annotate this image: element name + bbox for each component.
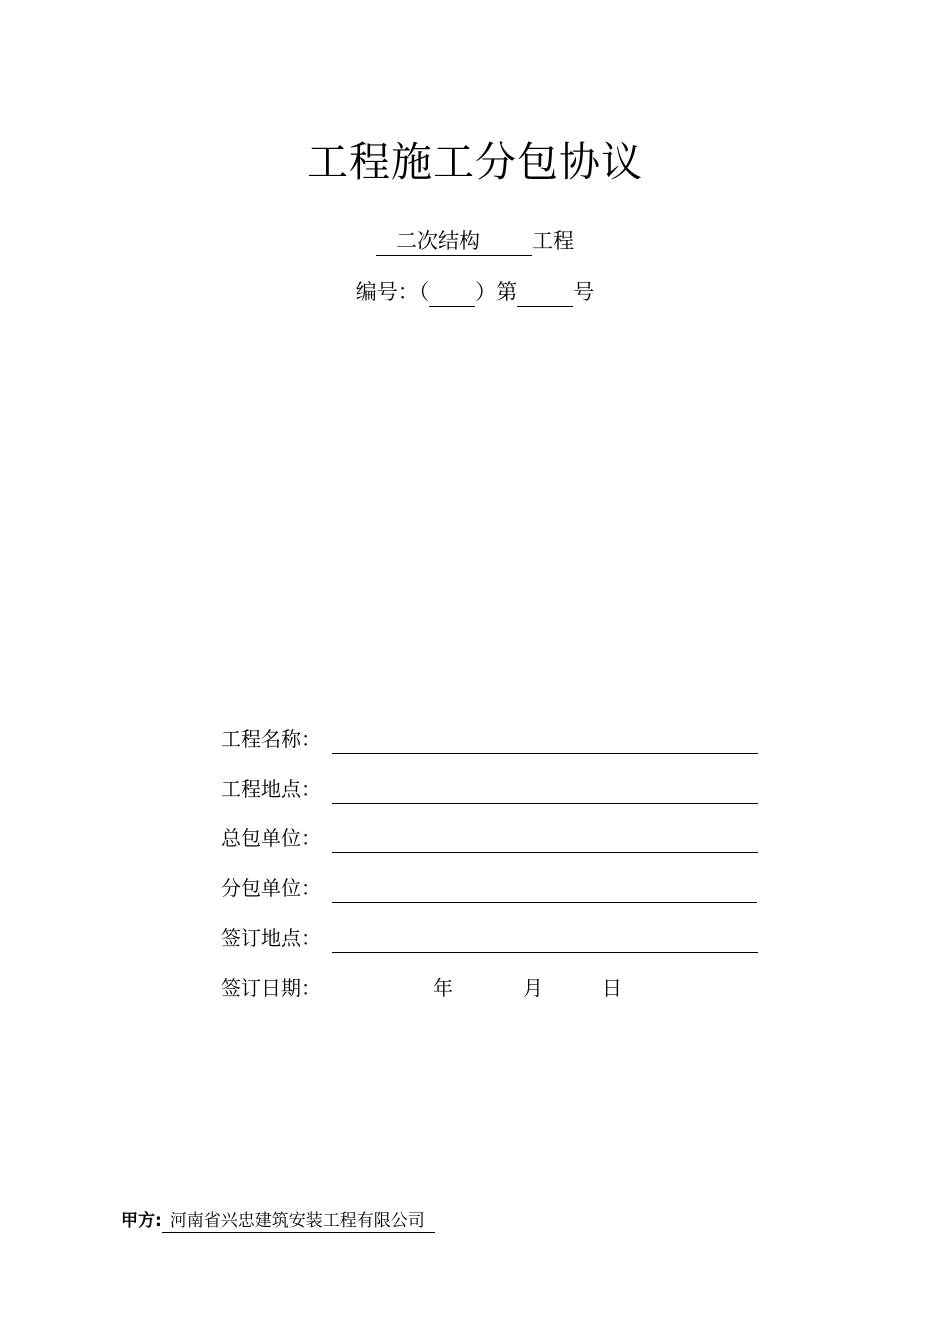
number-suffix: 号 — [573, 280, 595, 304]
number-value-blank — [517, 280, 573, 307]
field-blank-line — [332, 952, 758, 953]
project-type-value: 二次结构 — [376, 227, 532, 256]
field-label: 工程地点： — [221, 777, 321, 801]
document-title: 工程施工分包协议 — [307, 138, 643, 186]
party-a-label: 甲方: — [121, 1211, 162, 1231]
document-number-line — [0, 277, 950, 307]
project-type-line — [0, 226, 950, 256]
field-blank-line — [332, 753, 758, 754]
date-day: 日 — [602, 976, 622, 1000]
date-month: 月 — [523, 976, 543, 1000]
field-label: 总包单位： — [221, 826, 321, 850]
field-blank-line — [332, 803, 758, 804]
field-blank-line — [332, 852, 758, 853]
field-blank-line — [332, 902, 757, 903]
number-series-blank — [429, 280, 475, 307]
field-label: 签订地点： — [221, 926, 321, 950]
number-prefix: 编号：（ — [355, 280, 430, 304]
field-label: 分包单位： — [221, 876, 321, 900]
project-type-suffix: 工程 — [532, 229, 574, 253]
party-a-line — [121, 1208, 435, 1234]
date-label: 签订日期： — [221, 976, 321, 1000]
party-a-value: 河南省兴忠建筑安装工程有限公司 — [162, 1210, 435, 1233]
field-label: 工程名称： — [221, 727, 321, 751]
number-middle: ）第 — [475, 280, 518, 304]
field-signing-date — [221, 973, 721, 1005]
date-year: 年 — [433, 976, 453, 1000]
